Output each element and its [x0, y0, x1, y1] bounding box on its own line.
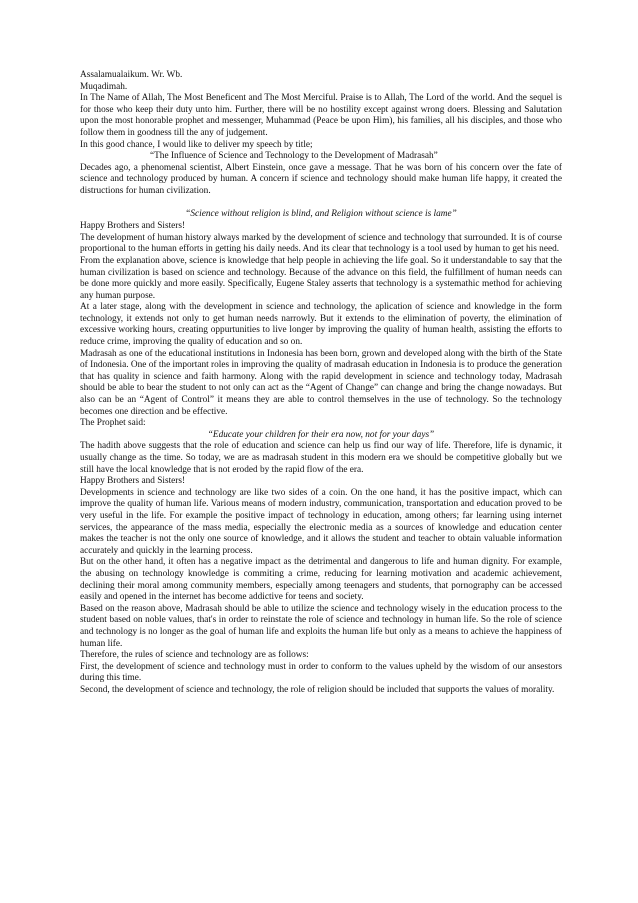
einstein-quote: “Science without religion is blind, and Religion without science is lame”	[185, 208, 457, 219]
greeting: Assalamualaikum. Wr. Wb.	[80, 70, 183, 80]
salutation-line: Happy Brothers and Sisters!	[80, 221, 186, 232]
speech-intro-line: In this good chance, I would like to deliver my speech by title;	[80, 139, 313, 150]
speech-title: “The Influence of Science and Technology to the Development of Madrasah”	[150, 151, 438, 162]
section-heading-muqadimah: Muqadimah.	[80, 81, 128, 92]
rule-second: Second, the development of science and technology, the role of religion should be included that supports the values of morality.	[80, 684, 555, 695]
hadith-quote: “Educate your children for their era now, not for your days”	[207, 429, 435, 440]
body-paragraph: Based on the reason above, Madrasah should be able to utilize the science and technology wisely in the education process to the student based on noble values, that's in order to reinstate the role of science and technology in human life. So the role of science and technology is no longer as the goal of human life and exploits the human life but only as a means to achieve the happiness of human life.	[80, 603, 562, 649]
speech-document	[80, 70, 562, 696]
body-paragraph: The hadith above suggests that the role of education and science can help us find our way of life. Therefore, life is dynamic, it usually change as the time. So today, we are as madrasah student in this modern era we should be competitive globally but we still have the local knowledge that is not eroded by the rapid flow of the era.	[80, 441, 562, 475]
body-paragraph: Madrasah as one of the educational institutions in Indonesia has been born, grown and developed along with the birth of the State of Indonesia. One of the important roles in improving the quality of madrasah education in Indonesia is to produce the generation that has quality in science and faith harmony. Along with the rapid development in science and technology today, Madrasah should be able to bear the student to not only can act as the “Agent of Change” can change and bring the change nowadays. But also can be an “Agent of Control” it means they are able to control themselves in the use of technology. So the technology becomes one direction and be effective.	[80, 348, 562, 417]
opening-paragraph: In The Name of Allah, The Most Beneficent and The Most Merciful. Praise is to Allah, The Lord of the world. And the sequel is for those who keep their duty unto him. Further, there will be no hostility except against wrong doers. Blessing and Salutation upon the most honorable prophet and messenger, Muhammad (Peace be upon Him), his families, all his disciples, and those who follow them in goodness till the any of judgement.	[80, 93, 562, 138]
body-paragraph: Developments in science and technology are like two sides of a coin. On the one hand, it has the positive impact, which can improve the quality of human life. Various means of modern industry, communication, transportation and education proved to be very useful in the life. For example the positive impact of technology in education, among others; far learning using internet services, the appearance of the mass media, especially the electronic media as a sources of knowledge and education center makes the teacher is not the only one source of knowledge, and it allows the student and teacher to obtain valuable information accurately and quickly in the learning process.	[80, 487, 562, 556]
rules-intro-line: Therefore, the rules of science and technology are as follows:	[80, 650, 309, 661]
rule-first: First, the development of science and technology must in order to conform to the values upheld by the wisdom of our ansestors during this time.	[80, 661, 562, 684]
einstein-paragraph: Decades ago, a phenomenal scientist, Albert Einstein, once gave a message. That he was born of his concern over the fate of science and technology produced by human. A concern if science and technology should make human life happy, it created the distructions for human civilization.	[80, 162, 562, 196]
body-paragraph: At a later stage, along with the development in science and technology, the aplication of science and knowledge in the form technology, it extends not only to get human needs narrowly. But it extends to the elimination of poverty, the elimination of excessive working hours, creating oppurtunities to live longer by improving the quality of human health, assisting the efforts to reduce crime, improving the quality of education and so on.	[80, 302, 562, 348]
body-paragraph: From the explanation above, science is knowledge that help people in achieving the life goal. So it understandable to say that the human civilization is based on science and technology. Because of the advance on this field, the fulfillment of human needs can be done more quickly and more easily. Specifically, Eugene Staley asserts that technology is a systemathic method for achieving any human purpose.	[80, 255, 562, 301]
prophet-said-line: The Prophet said:	[80, 418, 146, 429]
body-paragraph: But on the other hand, it often has a negative impact as the detrimental and dangerous to life and human dignity. For example, the abusing on technology knowledge is commiting a crime, reducing for learning motivation and academic achievement, declining their moral among community members, especially among teenagers and students, that pornography can be accessed easily and opened in the internet has become addictive for teens and society.	[80, 557, 562, 603]
salutation-line: Happy Brothers and Sisters!	[80, 476, 186, 487]
body-paragraph: The development of human history always marked by the development of science and technology that surrounded. It is of course proportional to the human efforts in getting his daily needs. And its clear that technology is a tool used by human to get his need.	[80, 232, 562, 255]
